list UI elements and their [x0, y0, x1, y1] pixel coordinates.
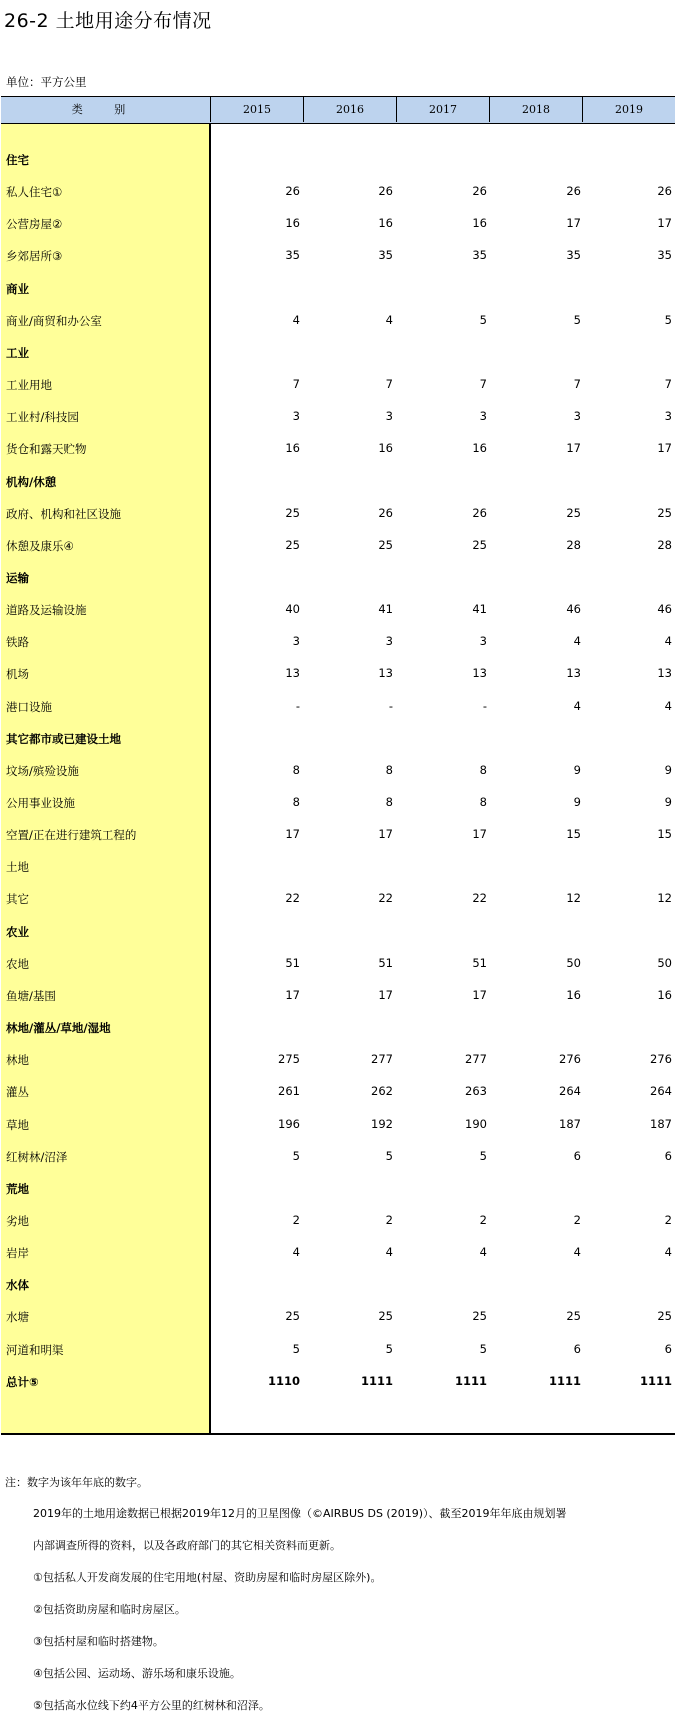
- note-line: ④包括公园、运动场、游乐场和康乐设施。: [33, 1667, 241, 1680]
- note-line: 内部调查所得的资料，以及各政府部门的其它相关资料而更新。: [33, 1539, 341, 1552]
- table-row: [1, 1050, 675, 1070]
- value-cell: 3: [292, 409, 300, 424]
- header-year: 2015: [210, 97, 303, 122]
- category-row: [1, 729, 675, 749]
- table-row: [1, 793, 675, 813]
- value-cell: 46: [657, 602, 672, 617]
- value-cell: 4: [573, 1245, 581, 1260]
- table-row: [1, 986, 675, 1006]
- value-cell: 187: [650, 1116, 672, 1131]
- value-cell: 5: [385, 1148, 393, 1163]
- value-cell: 25: [657, 505, 672, 520]
- note-line: 2019年的土地用途数据已根据2019年12月的卫星图像（©AIRBUS DS (2019)）、截至2019年年底由规划署: [33, 1507, 567, 1520]
- row-label: 乡郊居所③: [6, 249, 63, 264]
- value-cell: 4: [292, 1245, 300, 1260]
- value-cell: 35: [657, 248, 672, 263]
- value-cell: 13: [285, 666, 300, 681]
- value-cell: 17: [378, 987, 393, 1002]
- value-cell: 9: [573, 762, 581, 777]
- value-cell: 3: [385, 634, 393, 649]
- category-row: [1, 150, 675, 170]
- value-cell: 15: [657, 827, 672, 842]
- value-cell: -: [295, 698, 300, 713]
- row-label: 运输: [6, 570, 29, 585]
- note-line: 注：数字为该年年底的数字。: [5, 1476, 148, 1489]
- value-cell: -: [388, 698, 393, 713]
- value-cell: 12: [566, 891, 581, 906]
- value-cell: 264: [559, 1084, 581, 1099]
- value-cell: 187: [559, 1116, 581, 1131]
- value-cell: 6: [573, 1148, 581, 1163]
- value-cell: 26: [472, 505, 487, 520]
- value-cell: 26: [378, 505, 393, 520]
- row-label: 土地: [6, 860, 29, 875]
- value-cell: 12: [657, 891, 672, 906]
- value-cell: 51: [472, 955, 487, 970]
- table-bottom-border: [1, 1433, 675, 1435]
- value-cell: -: [482, 698, 487, 713]
- value-cell: 4: [573, 698, 581, 713]
- row-label: 休憩及康乐④: [6, 538, 74, 553]
- value-cell: 6: [664, 1341, 672, 1356]
- table-row: [1, 407, 675, 427]
- total-row: [1, 1372, 675, 1392]
- value-cell: 22: [378, 891, 393, 906]
- value-cell: 26: [566, 184, 581, 199]
- value-cell: 6: [573, 1341, 581, 1356]
- value-cell: 4: [664, 698, 672, 713]
- row-label: 水体: [6, 1278, 29, 1293]
- value-cell: 8: [385, 762, 393, 777]
- value-cell: 41: [472, 602, 487, 617]
- value-cell: 16: [472, 216, 487, 231]
- row-label: 商业: [6, 281, 29, 296]
- value-cell: 4: [385, 312, 393, 327]
- row-label: 机场: [6, 667, 29, 682]
- value-cell: 7: [385, 377, 393, 392]
- value-cell: 46: [566, 602, 581, 617]
- value-cell: 35: [566, 248, 581, 263]
- table-row: [1, 1115, 675, 1135]
- header-year: 2017: [396, 97, 489, 122]
- row-label: 鱼塘/基围: [6, 988, 56, 1003]
- note-line: ③包括村屋和临时搭建物。: [33, 1635, 164, 1648]
- value-cell: 25: [472, 1309, 487, 1324]
- header-year: 2016: [303, 97, 396, 122]
- value-cell: 8: [292, 795, 300, 809]
- table-row: [1, 504, 675, 524]
- value-cell: 2: [573, 1212, 581, 1227]
- value-cell: 17: [472, 827, 487, 842]
- value-cell: 7: [292, 377, 300, 392]
- value-cell: 40: [285, 602, 300, 617]
- value-cell: 4: [385, 1245, 393, 1260]
- value-cell: 3: [479, 634, 487, 649]
- value-cell: 35: [472, 248, 487, 263]
- row-label: 其它都市或已建设土地: [6, 731, 121, 746]
- value-cell: 4: [479, 1245, 487, 1260]
- unit-label: 单位：平方公里: [6, 75, 87, 89]
- value-cell: 4: [664, 634, 672, 649]
- table-row: [1, 825, 675, 845]
- value-cell: 3: [292, 634, 300, 649]
- row-label: 工业用地: [6, 378, 52, 393]
- value-cell: 190: [465, 1116, 487, 1131]
- value-cell: 276: [559, 1052, 581, 1067]
- value-cell: 25: [285, 537, 300, 552]
- value-cell: 35: [285, 248, 300, 263]
- table-row: [1, 536, 675, 556]
- value-cell: 16: [378, 216, 393, 231]
- row-label: 道路及运输设施: [6, 603, 87, 618]
- value-cell: 8: [479, 762, 487, 777]
- value-cell: 26: [285, 184, 300, 199]
- value-cell: 25: [378, 1309, 393, 1324]
- value-cell: 16: [285, 216, 300, 231]
- value-cell: 17: [472, 987, 487, 1002]
- value-cell: 35: [378, 248, 393, 263]
- value-cell: 8: [385, 795, 393, 809]
- value-cell: 264: [650, 1084, 672, 1099]
- value-cell: 26: [378, 184, 393, 199]
- value-cell: 13: [566, 666, 581, 681]
- value-cell: 25: [378, 537, 393, 552]
- value-cell: 9: [573, 795, 581, 809]
- value-cell: 1110: [267, 1373, 300, 1388]
- table-row: [1, 954, 675, 974]
- value-cell: 17: [285, 827, 300, 842]
- row-label: 草地: [6, 1117, 29, 1132]
- row-label: 红树林/沼泽: [6, 1149, 68, 1164]
- row-label: 河道和明渠: [6, 1342, 64, 1357]
- category-row: [1, 279, 675, 299]
- row-label: 坟场/殡殓设施: [6, 763, 79, 778]
- value-cell: 3: [573, 409, 581, 424]
- value-cell: 25: [285, 1309, 300, 1324]
- value-cell: 276: [650, 1052, 672, 1067]
- value-cell: 9: [664, 762, 672, 777]
- category-row: [1, 922, 675, 942]
- row-label: 政府、机构和社区设施: [6, 506, 121, 521]
- table-row: [1, 246, 675, 266]
- table-row: [1, 857, 675, 877]
- header-category: 类 别: [71, 103, 140, 116]
- value-cell: 15: [566, 827, 581, 842]
- value-cell: 3: [479, 409, 487, 424]
- value-cell: 8: [479, 795, 487, 809]
- value-cell: 16: [285, 441, 300, 456]
- row-label: 林地: [6, 1053, 29, 1068]
- header-year: 2019: [582, 97, 675, 122]
- row-label: 总计⑤: [6, 1374, 39, 1389]
- row-label: 公营房屋②: [6, 217, 63, 232]
- row-label: 私人住宅①: [6, 185, 63, 200]
- value-cell: 1111: [454, 1373, 487, 1388]
- note-line: ⑤包括高水位线下约4平方公里的红树林和沼泽。: [33, 1699, 270, 1712]
- value-cell: 5: [573, 312, 581, 327]
- value-cell: 1111: [360, 1373, 393, 1388]
- value-cell: 7: [573, 377, 581, 392]
- value-cell: 17: [378, 827, 393, 842]
- row-label: 农地: [6, 956, 29, 971]
- table-row: [1, 439, 675, 459]
- header-year: 2018: [489, 97, 582, 122]
- value-cell: 5: [479, 1341, 487, 1356]
- table-row: [1, 1243, 675, 1263]
- row-label: 劣地: [6, 1213, 29, 1228]
- value-cell: 22: [472, 891, 487, 906]
- value-cell: 196: [278, 1116, 300, 1131]
- row-label: 水塘: [6, 1310, 29, 1325]
- value-cell: 26: [472, 184, 487, 199]
- value-cell: 16: [472, 441, 487, 456]
- value-cell: 277: [465, 1052, 487, 1067]
- row-label: 机构/休憩: [6, 474, 57, 489]
- note-line: ②包括资助房屋和临时房屋区。: [33, 1603, 186, 1616]
- row-label: 灌丛: [6, 1085, 29, 1100]
- value-cell: 7: [664, 377, 672, 392]
- value-cell: 28: [657, 537, 672, 552]
- value-cell: 2: [664, 1212, 672, 1227]
- table-row: [1, 697, 675, 717]
- row-label: 工业: [6, 345, 29, 360]
- table-header: [1, 96, 675, 124]
- value-cell: 2: [292, 1212, 300, 1227]
- value-cell: 277: [371, 1052, 393, 1067]
- row-label: 其它: [6, 892, 29, 907]
- value-cell: 17: [566, 441, 581, 456]
- row-label: 公用事业设施: [6, 796, 75, 810]
- value-cell: 5: [385, 1341, 393, 1356]
- table-row: [1, 1340, 675, 1360]
- category-row: [1, 343, 675, 363]
- value-cell: 9: [664, 795, 672, 809]
- value-cell: 5: [664, 312, 672, 327]
- category-row: [1, 1275, 675, 1295]
- table-row: [1, 600, 675, 620]
- value-cell: 275: [278, 1052, 300, 1067]
- category-row: [1, 1018, 675, 1038]
- value-cell: 5: [479, 1148, 487, 1163]
- value-cell: 17: [285, 987, 300, 1002]
- value-cell: 3: [385, 409, 393, 424]
- value-cell: 2: [479, 1212, 487, 1227]
- value-cell: 28: [566, 537, 581, 552]
- value-cell: 5: [479, 312, 487, 327]
- value-cell: 13: [657, 666, 672, 681]
- table-row: [1, 214, 675, 234]
- row-label: 林地/灌丛/草地/湿地: [6, 1021, 111, 1036]
- row-label: 住宅: [6, 153, 29, 167]
- category-row: [1, 568, 675, 588]
- row-label: 铁路: [6, 635, 29, 650]
- value-cell: 25: [566, 505, 581, 520]
- value-cell: 16: [657, 987, 672, 1002]
- value-cell: 25: [657, 1309, 672, 1324]
- value-cell: 17: [566, 216, 581, 231]
- table-row: [1, 311, 675, 331]
- value-cell: 2: [385, 1212, 393, 1227]
- value-cell: 17: [657, 216, 672, 231]
- value-cell: 50: [657, 955, 672, 970]
- value-cell: 1111: [639, 1373, 672, 1388]
- table-row: [1, 1147, 675, 1167]
- value-cell: 25: [285, 505, 300, 520]
- table-row: [1, 1307, 675, 1327]
- value-cell: 25: [472, 537, 487, 552]
- value-cell: 5: [292, 1341, 300, 1356]
- value-cell: 16: [378, 441, 393, 456]
- table-row: [1, 1211, 675, 1231]
- value-cell: 8: [292, 762, 300, 777]
- row-label: 农业: [6, 924, 29, 939]
- value-cell: 51: [378, 955, 393, 970]
- value-cell: 26: [657, 184, 672, 199]
- category-row: [1, 472, 675, 492]
- value-cell: 51: [285, 955, 300, 970]
- row-label: 货仓和露天贮物: [6, 442, 87, 457]
- page-title: 26-2 土地用途分布情况: [4, 10, 212, 32]
- value-cell: 13: [472, 666, 487, 681]
- table-row: [1, 664, 675, 684]
- value-cell: 4: [664, 1245, 672, 1260]
- value-cell: 16: [566, 987, 581, 1002]
- row-label: 工业村/科技园: [6, 410, 79, 425]
- row-label: 港口设施: [6, 699, 52, 714]
- value-cell: 25: [566, 1309, 581, 1324]
- category-row: [1, 1179, 675, 1199]
- value-cell: 41: [378, 602, 393, 617]
- value-cell: 13: [378, 666, 393, 681]
- value-cell: 192: [371, 1116, 393, 1131]
- table-row: [1, 375, 675, 395]
- table-row: [1, 761, 675, 781]
- value-cell: 4: [292, 312, 300, 327]
- table-row: [1, 889, 675, 909]
- row-label: 岩岸: [6, 1246, 29, 1261]
- value-cell: 1111: [548, 1373, 581, 1388]
- value-cell: 22: [285, 891, 300, 906]
- value-cell: 263: [465, 1084, 487, 1099]
- note-line: ①包括私人开发商发展的住宅用地(村屋、资助房屋和临时房屋区除外)。: [33, 1571, 382, 1584]
- value-cell: 261: [278, 1084, 300, 1099]
- row-label: 荒地: [6, 1181, 29, 1196]
- table-row: [1, 182, 675, 202]
- row-label: 商业/商贸和办公室: [6, 313, 102, 328]
- value-cell: 17: [657, 441, 672, 456]
- table-row: [1, 632, 675, 652]
- value-cell: 6: [664, 1148, 672, 1163]
- value-cell: 262: [371, 1084, 393, 1099]
- row-label: 空置/正在进行建筑工程的: [6, 828, 137, 843]
- value-cell: 7: [479, 377, 487, 392]
- value-cell: 50: [566, 955, 581, 970]
- value-cell: 4: [573, 634, 581, 649]
- table-row: [1, 1082, 675, 1102]
- value-cell: 3: [664, 409, 672, 424]
- value-cell: 5: [292, 1148, 300, 1163]
